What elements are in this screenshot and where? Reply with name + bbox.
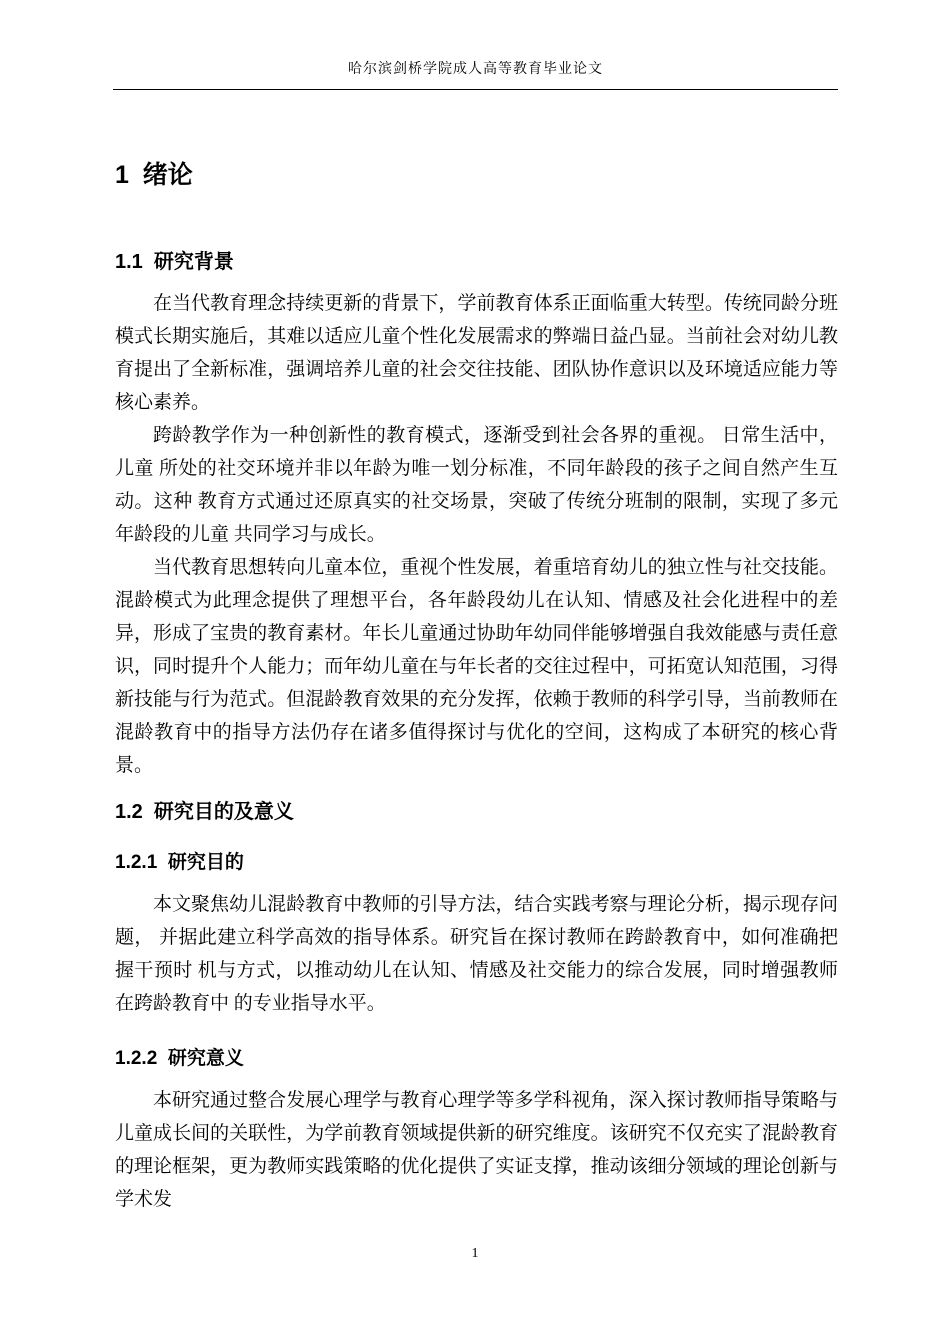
paragraph-research-background-2: 跨龄教学作为一种创新性的教育模式，逐渐受到社会各界的重视。 日常生活中，儿童 所处的社交环境并非以年龄为唯一划分标准，不同年龄段的孩子之间自然产生互动。这种 教育方式通过还原真实的社交场景，突破了传统分班制的限制，实现了多元年龄段的儿童 共同学习与成长。 xyxy=(115,425,838,545)
paragraph-research-significance: 本研究通过整合发展心理学与教育心理学等多学科视角，深入探讨教师指导策略与儿童成长间的关联性，为学前教育领域提供新的研究维度。该研究不仅充实了混龄教育的理论框架，更为教师实践策略的优化提供了实证支撑，推动该细分领域的理论创新与学术发 xyxy=(115,1089,838,1210)
section-heading-1-1: 1.1 研究背景 xyxy=(115,251,234,273)
chapter-heading: 1 绪论 xyxy=(115,161,193,189)
page-footer xyxy=(0,1246,950,1262)
subsection-heading-1-2-1: 1.2.1 研究目的 xyxy=(115,852,244,873)
paragraph-research-background-1: 在当代教育理念持续更新的背景下，学前教育体系正面临重大转型。传统同龄分班模式长期实施后，其难以适应儿童个性化发展需求的弊端日益凸显。当前社会对幼儿教育提出了全新标准，强调培养儿童的社会交往技能、团队协作意识以及环境适应能力等核心素养。 xyxy=(115,293,838,413)
page-header xyxy=(113,60,838,90)
subsection-heading-1-2-2: 1.2.2 研究意义 xyxy=(115,1047,244,1069)
section-heading-1-2: 1.2 研究目的及意义 xyxy=(115,801,294,823)
page-number: 1 xyxy=(471,1246,479,1261)
paragraph-research-background-3: 当代教育思想转向儿童本位，重视个性发展，着重培育幼儿的独立性与社交技能。混龄模式为此理念提供了理想平台，各年龄段幼儿在认知、情感及社会化进程中的差异，形成了宝贵的教育素材。年长儿童通过协助年幼同伴能够增强自我效能感与责任意识，同时提升个人能力；而年幼儿童在与年长者的交往过程中，可拓宽认知范围，习得新技能与行为范式。但混龄教育效果的充分发挥，依赖于教师的科学引导，当前教师在混龄教育中的指导方法仍存在诸多值得探讨与优化的空间，这构成了本研究的核心背景。 xyxy=(115,557,838,776)
header-title: 哈尔滨剑桥学院成人高等教育毕业论文 xyxy=(348,62,603,77)
document-content xyxy=(115,160,838,1216)
paragraph-research-purpose: 本文聚焦幼儿混龄教育中教师的引导方法，结合实践考察与理论分析，揭示现存问题， 并据此建立科学高效的指导体系。研究旨在探讨教师在跨龄教育中，如何准确把握干预时 机与方式，以推动幼儿在认知、情感及社交能力的综合发展，同时增强教师在跨龄教育中 的专业指导水平。 xyxy=(115,893,838,1014)
